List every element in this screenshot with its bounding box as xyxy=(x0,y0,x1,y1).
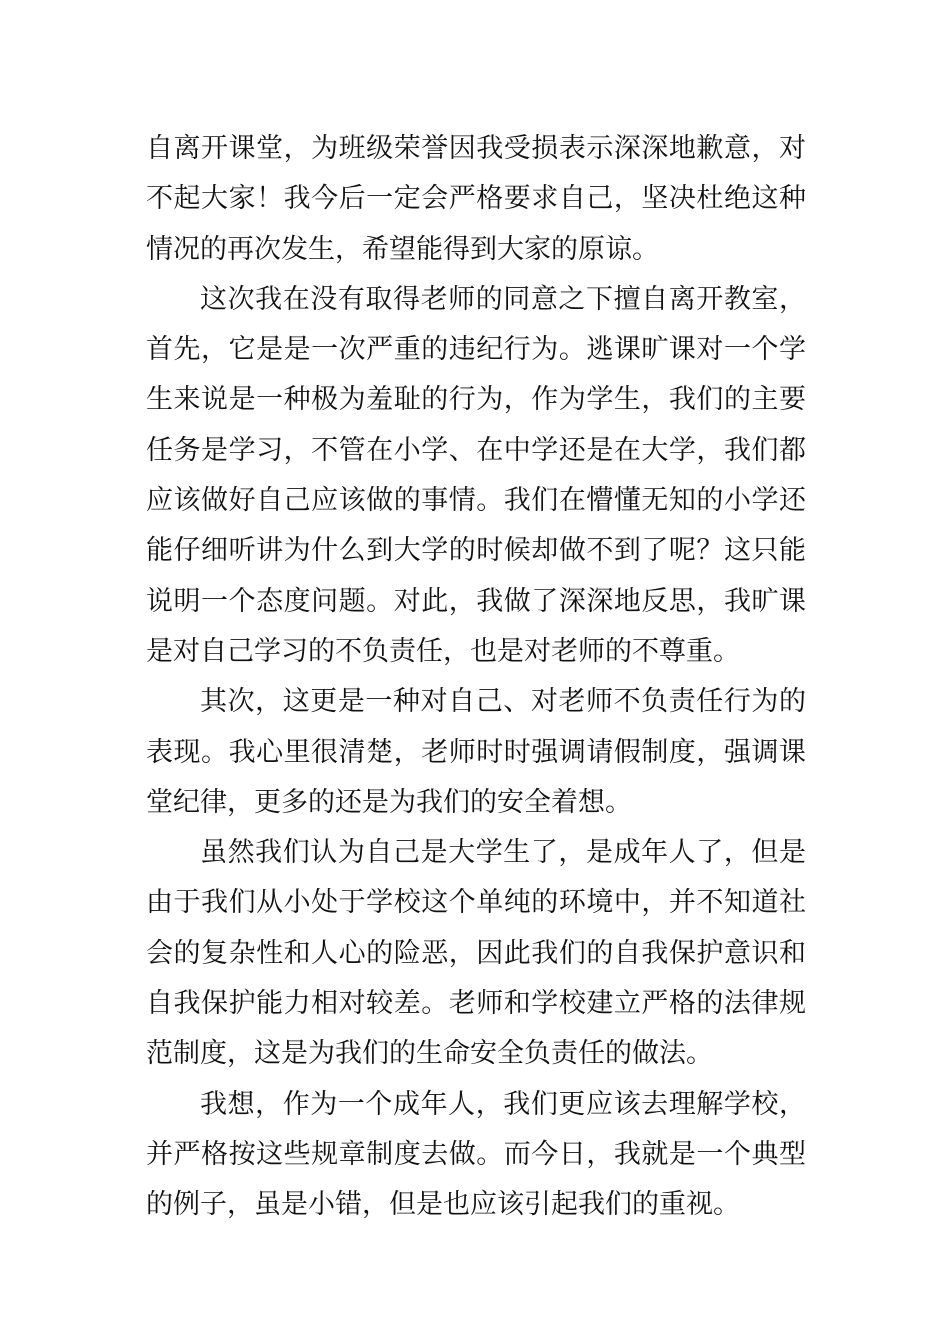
paragraph: 这次我在没有取得老师的同意之下擅自离开教室，首先，它是是一次严重的违纪行为。逃课旷课对一个学生来说是一种极为羞耻的行为，作为学生，我们的主要任务是学习，不管在小学、在中学还是在大学，我们都应该做好自己应该做的事情。我们在懵懂无知的小学还能仔细听讲为什么到大学的时候却做不到了呢？这只能说明一个态度问题。对此，我做了深深地反思，我旷课是对自己学习的不负责任，也是对老师的不尊重。 xyxy=(146,283,806,667)
document-body xyxy=(146,124,806,1231)
paragraph: 虽然我们认为自己是大学生了，是成年人了，但是由于我们从小处于学校这个单纯的环境中，并不知道社会的复杂性和人心的险恶，因此我们的自我保护意识和自我保护能力相对较差。老师和学校建立严格的法律规范制度，这是为我们的生命安全负责任的做法。 xyxy=(146,837,806,1070)
paragraph: 我想，作为一个成年人，我们更应该去理解学校，并严格按这些规章制度去做。而今日，我就是一个典型的例子，虽是小错，但是也应该引起我们的重视。 xyxy=(146,1088,806,1221)
paragraph-continuation: 自离开课堂，为班级荣誉因我受损表示深深地歉意，对不起大家！我今后一定会严格要求自己，坚决杜绝这种情况的再次发生，希望能得到大家的原谅。 xyxy=(146,133,806,265)
paragraph: 其次，这更是一种对自己、对老师不负责任行为的表现。我心里很清楚，老师时时强调请假制度，强调课堂纪律，更多的还是为我们的安全着想。 xyxy=(146,686,806,818)
